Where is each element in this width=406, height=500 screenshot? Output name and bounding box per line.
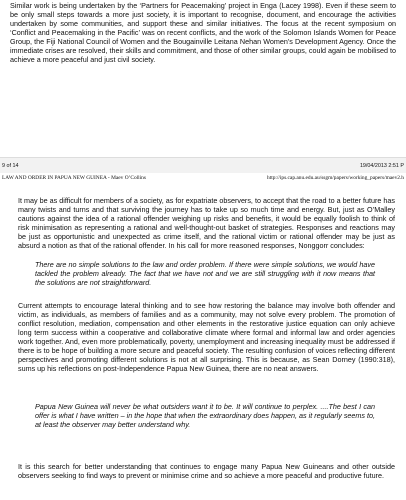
page-url: http://ips.cap.anu.edu.au/ssgm/papers/working_papers/maev2.h <box>267 175 404 181</box>
block-quote-2: Papua New Guinea will never be what outsiders want it to be. It will continue to perplex. ....The best I can offer is what I have written – in the hope that when the extraordinary does happen, as it regularly seems to, at least the observer may better understand why. <box>35 402 375 429</box>
block-quote-1: There are no simple solutions to the law and order problem. If there were simple solutions, we would have tackled the problem already. The fact that we have not and we are still struggling with it now means that the solutions are not straightforward. <box>35 260 375 287</box>
print-date: 19/04/2013 2:51 P <box>359 163 404 169</box>
document-title: LAW AND ORDER IN PAPUA NEW GUINEA - Maev O’Collins <box>2 175 146 181</box>
body-paragraph-3: It is this search for better understanding that continues to engage many Papua New Guineans and other outside observers seeking to find ways to prevent or minimise crime and so achieve a more peaceful and productive future. <box>18 462 395 480</box>
body-paragraph: Similar work is being undertaken by the ‘Partners for Peacemaking’ project in Enga (Lacey 1998). Even if these seem to be only small steps towards a more just society, it is important to recognise, document, and encourage the activities undertaken by some communities, and support these and similar initiatives. The focus at the recent symposium on ‘Conflict and Peacemaking in the Pacific’ was on recent conflicts, and the work of the Solomon Islands Women for Peace Group, the Fiji National Council of Women and the Bougainville Leitana Nehan Women’s Development Agency. Once the immediate crises are resolved, their skills and commitment, and those of other similar groups, could again be mobilised to achieve a more peaceful and just civil society. <box>10 1 396 64</box>
body-paragraph-1: It may be as difficult for members of a society, as for expatriate observers, to accept that the road to a better future has many twists and turns and that surviving the journey has to take up so much time and energy. But, just as O’Malley cautions against the idea of a rational offender weighing up risks and benefits, it would be equally foolish to think of risk minimisation as representing a rational and well-thought-out basket of strategies. Responses and reactions may be just as opportunistic and unexpected as crime itself, and the rational victim or rational offender may be just as absurd a notion as that of the rational offender. In his call for more reasoned responses, Nonggorr concludes: <box>18 196 395 250</box>
body-paragraph-2: Current attempts to encourage lateral thinking and to see how restoring the balance may involve both offender and victim, as individuals, as members of families and as a community, may not solve every problem. The promotion of conflict resolution, mediation, compensation and other elements in the restorative justice equation can only achieve long term success within a cooperative and collaborative climate where formal and informal law and order agencies work together. And, even more problematically, poverty, unemployment and increasing inequality must be addressed if there is to be hope of building a more secure and peaceful society. The resulting confusion of voices reflecting different perspectives and promoting different solutions is not at all surprising. This is because, as Sean Dorney (1990:318), sums up his reflections on post-Independence Papua New Guinea, there are no neat answers. <box>18 301 395 373</box>
page-counter: 9 of 14 <box>2 163 19 169</box>
previous-page <box>0 0 406 157</box>
